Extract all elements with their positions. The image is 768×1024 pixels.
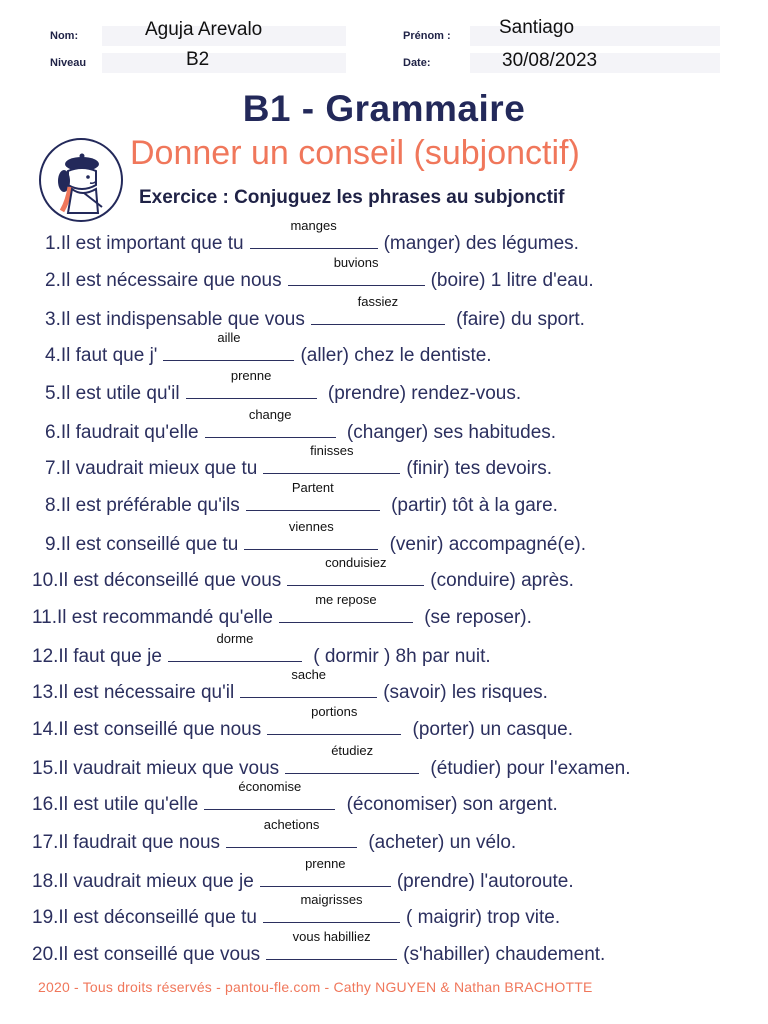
answer-text: sache xyxy=(291,667,327,682)
answer-text: prenne xyxy=(230,368,272,383)
answer-text: dorme xyxy=(216,631,254,646)
exercise-verb-hint: (porter) un casque. xyxy=(407,719,574,740)
answer-text: me repose xyxy=(315,592,377,607)
beret-dog-logo-icon xyxy=(38,137,124,223)
answer-text: achetions xyxy=(263,817,320,832)
exercise-verb-hint: (prendre) l'autoroute. xyxy=(396,871,574,892)
exercise-verb-hint: (se reposer). xyxy=(418,607,532,628)
exercise-number: 1. xyxy=(45,233,61,254)
exercise-number: 19. xyxy=(32,907,59,928)
exercise-number: 20. xyxy=(32,944,59,965)
answer-text: finisses xyxy=(310,443,354,458)
exercise-number: 8. xyxy=(45,495,61,516)
exercise-prompt: Il est préférable qu'ils xyxy=(60,495,240,516)
exercise-prompt: Il vaudrait mieux que vous xyxy=(58,758,280,779)
answer-blank[interactable] xyxy=(244,519,378,550)
answer-blank[interactable] xyxy=(267,704,401,735)
answer-blank[interactable] xyxy=(266,929,397,960)
exercise-verb-hint: (aller) chez le dentiste. xyxy=(300,345,492,366)
answer-blank[interactable] xyxy=(246,480,380,511)
exercise-prompt: Il vaudrait mieux que tu xyxy=(60,458,258,479)
exercise-verb-hint: (s'habiller) chaudement. xyxy=(403,944,606,965)
exercise-verb-hint: (économiser) son argent. xyxy=(341,794,558,815)
exercise-prompt: Il vaudrait mieux que je xyxy=(58,871,254,892)
page-title: B1 - Grammaire xyxy=(242,88,526,129)
exercise-row xyxy=(45,294,585,337)
answer-text: change xyxy=(248,407,292,422)
exercise-verb-hint: (faire) du sport. xyxy=(450,309,585,330)
answer-blank[interactable] xyxy=(288,255,425,286)
nom-label: Nom: xyxy=(50,30,79,42)
exercise-verb-hint: (partir) tôt à la gare. xyxy=(385,495,558,516)
exercise-number: 2. xyxy=(45,270,61,291)
answer-blank[interactable] xyxy=(226,817,357,848)
exercise-number: 7. xyxy=(45,458,61,479)
answer-text: conduisiez xyxy=(325,555,387,570)
answer-blank[interactable] xyxy=(279,592,413,623)
exercise-verb-hint: ( maigrir) trop vite. xyxy=(406,907,561,928)
answer-text: maigrisses xyxy=(300,892,363,907)
answer-text: prenne xyxy=(305,856,346,871)
exercise-prompt: Il est recommandé qu'elle xyxy=(57,607,273,628)
exercise-prompt: Il est indispensable que vous xyxy=(60,309,305,330)
exercise-verb-hint: (venir) accompagné(e). xyxy=(384,534,587,555)
prenom-label: Prénom : xyxy=(403,30,451,42)
answer-blank[interactable] xyxy=(186,368,317,399)
exercise-number: 10. xyxy=(32,570,59,591)
answer-blank[interactable] xyxy=(168,631,302,662)
answer-text: portions xyxy=(311,704,358,719)
exercise-verb-hint: ( dormir ) 8h par nuit. xyxy=(307,646,491,667)
exercise-number: 18. xyxy=(32,871,59,892)
exercise-prompt: Il est important que tu xyxy=(60,233,244,254)
exercise-number: 6. xyxy=(45,422,61,443)
exercise-prompt: Il est déconseillé que vous xyxy=(58,570,282,591)
niveau-value: B2 xyxy=(186,49,210,70)
exercise-prompt: Il est conseillé que vous xyxy=(58,944,261,965)
answer-blank[interactable] xyxy=(311,294,445,325)
answer-blank[interactable] xyxy=(260,856,391,887)
answer-blank[interactable] xyxy=(205,407,336,438)
exercise-prompt: Il est déconseillé que tu xyxy=(58,907,257,928)
page-subtitle: Donner un conseil (subjonctif) xyxy=(130,134,580,172)
exercise-number: 5. xyxy=(45,383,61,404)
copyright-footer: 2020 - Tous droits réservés - pantou-fle.com - Cathy NGUYEN & Nathan BRACHOTTE xyxy=(38,979,593,995)
prenom-value: Santiago xyxy=(499,17,575,38)
exercise-number: 4. xyxy=(45,345,61,366)
exercise-verb-hint: (prendre) rendez-vous. xyxy=(322,383,522,404)
nom-value: Aguja Arevalo xyxy=(145,19,263,40)
exercise-prompt: Il est utile qu'elle xyxy=(58,794,199,815)
answer-blank[interactable] xyxy=(163,330,294,361)
exercise-verb-hint: (étudier) pour l'examen. xyxy=(425,758,631,779)
exercise-prompt: Il faut que je xyxy=(58,646,162,667)
exercise-verb-hint: (manger) des légumes. xyxy=(383,233,579,254)
exercise-number: 11. xyxy=(32,607,58,628)
exercise-prompt: Il faut que j' xyxy=(60,345,158,366)
answer-text: vous habilliez xyxy=(292,929,371,944)
answer-blank[interactable] xyxy=(285,743,419,774)
exercise-prompt: Il est utile qu'il xyxy=(60,383,180,404)
exercise-prompt: Il est nécessaire qu'il xyxy=(58,682,235,703)
exercise-row xyxy=(32,929,606,972)
date-label: Date: xyxy=(403,57,431,69)
exercise-verb-hint: (acheter) un vélo. xyxy=(363,832,517,853)
answer-blank[interactable] xyxy=(240,667,377,698)
answer-text: aille xyxy=(217,330,241,345)
answer-blank[interactable] xyxy=(263,892,400,923)
exercise-verb-hint: (boire) 1 litre d'eau. xyxy=(430,270,594,291)
exercise-prompt: Il est nécessaire que nous xyxy=(60,270,282,291)
exercise-prompt: Il est conseillé que nous xyxy=(58,719,262,740)
answer-text: économise xyxy=(238,779,302,794)
exercise-number: 15. xyxy=(32,758,59,779)
exercise-number: 13. xyxy=(32,682,59,703)
exercise-verb-hint: (changer) ses habitudes. xyxy=(341,422,557,443)
answer-text: fassiez xyxy=(357,294,399,309)
answer-text: buvions xyxy=(333,255,379,270)
date-value: 30/08/2023 xyxy=(502,50,598,71)
niveau-label: Niveau xyxy=(50,57,87,69)
exercise-prompt: Il faudrait que nous xyxy=(58,832,221,853)
exercise-verb-hint: (finir) tes devoirs. xyxy=(406,458,553,479)
exercise-instruction: Exercice : Conjuguez les phrases au subjonctif xyxy=(139,187,565,208)
exercise-number: 9. xyxy=(45,534,61,555)
niveau-field[interactable] xyxy=(102,53,346,73)
answer-text: viennes xyxy=(288,519,334,534)
answer-text: Partent xyxy=(291,480,334,495)
exercise-prompt: Il est conseillé que tu xyxy=(60,534,239,555)
exercise-number: 16. xyxy=(32,794,59,815)
exercise-number: 12. xyxy=(32,646,59,667)
exercise-number: 14. xyxy=(32,719,59,740)
exercise-number: 17. xyxy=(32,832,59,853)
answer-text: manges xyxy=(290,218,337,233)
answer-blank[interactable] xyxy=(204,779,335,810)
exercise-prompt: Il faudrait qu'elle xyxy=(60,422,199,443)
answer-text: étudiez xyxy=(331,743,374,758)
exercise-number: 3. xyxy=(45,309,61,330)
exercise-verb-hint: (savoir) les risques. xyxy=(383,682,548,703)
answer-blank[interactable] xyxy=(263,443,400,474)
answer-blank[interactable] xyxy=(250,218,378,249)
answer-blank[interactable] xyxy=(287,555,424,586)
exercise-verb-hint: (conduire) après. xyxy=(430,570,574,591)
